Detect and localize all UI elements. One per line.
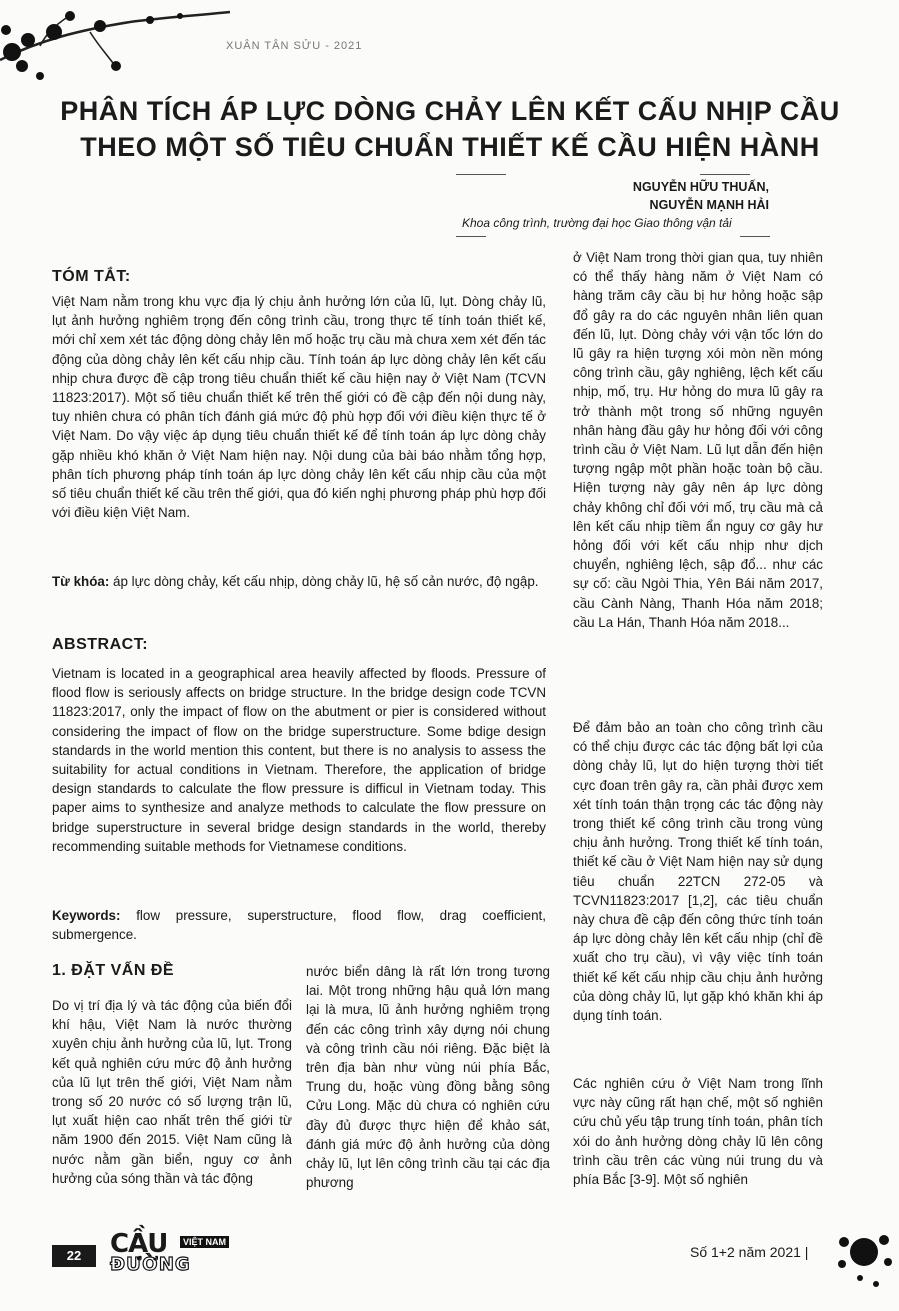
author-1: NGUYỄN HỮU THUẤN, (632, 180, 769, 194)
issue-tag: XUÂN TÂN SỬU - 2021 (226, 40, 363, 52)
summary-keywords-label: Từ khóa: (52, 574, 110, 589)
summary-text: Việt Nam nằm trong khu vực địa lý chịu ảnh hưởng lớn của lũ, lụt. Dòng chảy lũ, lụt ảnh hưởng nghiêm trọng đến công trình cầu, trong thực tế tính toán thiết kế, mới chỉ xem xét tác động dòng chảy lên mố hoặc trụ cầu mà chưa xem xét đến tác động của dòng chảy lên kết cấu nhịp cầu. Tính toán áp lực dòng chảy lên kết cấu nhịp chưa được đề cập trong tiêu chuẩn thiết kế cầu hiện nay ở Việt Nam (TCVN 11823:2017). Một số tiêu chuẩn thiết kế trên thế giới có đề cập đến nội dung này, tuy nhiên chưa có phân tích đánh giá mức độ phù hợp đối với điều kiện thực tế ở Việt Nam. Do vậy việc áp dụng tiêu chuẩn thiết kế để tính toán áp lực dòng chảy gặp nhiều khó khăn ở Việt Nam hiện nay. Nội dung của bài báo nhằm tổng hợp, phân tích phương pháp tính toán áp lực dòng chảy lên kết cấu nhịp cầu của một số tiêu chuẩn thiết kế cầu trên thế giới, qua đó kiến nghị phương pháp phù hợp đối với điều kiện Việt Nam. (52, 294, 546, 521)
author-2: NGUYỄN MẠNH HẢI (649, 198, 769, 212)
abstract-text: Vietnam is located in a geographical area heavily affected by floods. Pressure of flood flow is seriously affects on bridge structure. In the bridge design code TCVN 11823:2017, only the impact of flow on the abutment or pier is considered without considering the impact of flow on the bridge superstructure. Some bdige design standards in the world mention this content, but there is no analysis to assess the suitability for actual conditions in Vietnam. Therefore, the application of bridge design standards to calculate the flow pressure is difficul in Vietnam today. This paper aims to synthesize and analyze methods to calculate the flow pressure on bridge superstructure in several bridge design standards in the world, thereby recommending suitable methods for Vietnamese conditions. (52, 666, 546, 854)
article-title-line2: THEO MỘT SỐ TIÊU CHUẨN THIẾT KẾ CẦU HIỆN HÀNH (80, 132, 820, 162)
right-column-para-1: ở Việt Nam trong thời gian qua, tuy nhiên có thể thấy hàng năm ở Việt Nam có hàng trăm cây cầu bị hư hỏng hoặc sập đổ gây ra do các nguyên nhân liên quan đến lũ, lụt. Dòng chảy với vận tốc lớn do lũ gây ra hiện tượng xói mòn nền móng công trình cầu, gây nghiêng, lệch kết cấu nhịp, mố, trụ. Hư hỏng do mưa lũ gây ra trở thành một trong số những nguyên nhân hàng đầu gây hư hỏng đối với công trình cầu ở Việt Nam. Lũ lụt dẫn đến hiện tượng ngập một phần hoặc toàn bộ cầu. Hiện tượng này gây nên áp lực dòng chảy không chỉ đối với mố, trụ cầu mà cả lên kết cấu nhịp tiềm ẩn nguy cơ gây hư hỏng đối với kết cấu nhịp như dịch chuyển, nghiêng lệch, sập đổ... như các sự cố: cầu Ngòi Thia, Yên Bái năm 2017, cầu Cành Nàng, Thanh Hóa năm 2018; cầu La Hán, Thanh Hóa năm 2018... (573, 250, 823, 630)
author-affiliation: Khoa công trình, trường đại học Giao thông vận tải (462, 216, 732, 230)
logo-top-text: CẦU (110, 1229, 168, 1259)
abstract-heading: ABSTRACT: (52, 636, 149, 653)
logo-bottom-text: ĐƯỜNG (110, 1254, 191, 1275)
title-divider (456, 174, 506, 175)
right-column-para-3: Các nghiên cứu ở Việt Nam trong lĩnh vực này cũng rất hạn chế, một số nghiên cứu chủ yếu tập trung tính toán, phân tích xói do ảnh hưởng dòng chảy lũ lên công trình cầu trên các vùng núi trung du và phía Bắc [3-9]. Một số nghiên (573, 1076, 823, 1188)
summary-heading: TÓM TẮT: (52, 268, 131, 285)
title-divider-right (700, 174, 750, 175)
logo-badge: VIỆT NAM (180, 1236, 229, 1248)
section-1-heading: 1. ĐẶT VẤN ĐỀ (52, 962, 175, 979)
section-1-col-b: nước biển dâng là rất lớn trong tương lai. Một trong những hậu quả lớn mang lại là mưa, lũ ảnh hưởng nghiêm trọng đến các công trình xây dựng nói chung và công trình cầu nói riêng. Đặc biệt là trên địa bàn như vùng núi phía Bắc, Trung du, hoặc vùng đồng bằng sông Cửu Long. Mặc dù chưa có nghiên cứu đầy đủ được thực hiện để khảo sát, đánh giá mức độ ảnh hưởng của dòng chảy lũ, lụt lên công trình cầu tại các địa phương (306, 964, 550, 1191)
blossom-branch-ornament (0, 0, 240, 90)
page-number: 22 (52, 1245, 96, 1267)
blossom-ornament-bottom-right (830, 1222, 899, 1292)
section-1-col-a: Do vị trí địa lý và tác động của biến đổi khí hậu, Việt Nam là nước thường xuyên chịu ảnh hưởng của lũ, lụt. Trong kết quả nghiên cứu mức độ ảnh hưởng của lũ lụt trên thế giới, Việt Nam nằm trong số 20 nước có số lượng trận lũ, lụt xuất hiện cao nhất trên thế giới từ năm 1900 đến 2015. Việt Nam cũng là nước nằm gần biển, nguy cơ ảnh hưởng của sóng thần và tác động (52, 998, 292, 1186)
right-column-para-2: Để đảm bảo an toàn cho công trình cầu có thể chịu được các tác động bất lợi của dòng chảy lũ, lụt do hiện tượng thời tiết cực đoan trên gây ra, cần phải được xem xét tính toán thận trọng các tác động này trong thiết kế công trình cầu trong vùng chịu ảnh hưởng. Trong thiết kế tính toán, thiết kế cầu ở Việt Nam hiện nay sử dụng tiêu chuẩn 22TCN 272-05 và TCVN11823:2017 [1,2], các tiêu chuẩn này chưa đề cập đến công thức tính toán áp lực dòng chảy lên kết cấu nhịp (chỉ đề xuất cho trụ cầu), vì vậy việc tính toán thiết kế kết cấu nhịp cầu chịu ảnh hưởng của dòng chảy lũ, lụt gặp khó khăn khi áp dụng tính toán. (573, 720, 823, 1024)
summary-keywords (52, 572, 546, 591)
abstract-keywords-list: flow pressure, superstructure, flood flow, drag coefficient, submergence. (52, 908, 546, 943)
abstract-keywords-label: Keywords: (52, 908, 121, 923)
magazine-logo (110, 1229, 227, 1275)
affiliation-divider (456, 236, 486, 237)
summary-keywords-list: áp lực dòng chảy, kết cấu nhịp, dòng chảy lũ, hệ số cản nước, độ ngập. (109, 574, 539, 589)
abstract-keywords (52, 906, 546, 944)
issue-footer: Số 1+2 năm 2021 | (690, 1244, 809, 1260)
affiliation-divider-right (740, 236, 770, 237)
article-title-line1: PHÂN TÍCH ÁP LỰC DÒNG CHẢY LÊN KẾT CẤU NHỊP CẦU (60, 96, 840, 126)
